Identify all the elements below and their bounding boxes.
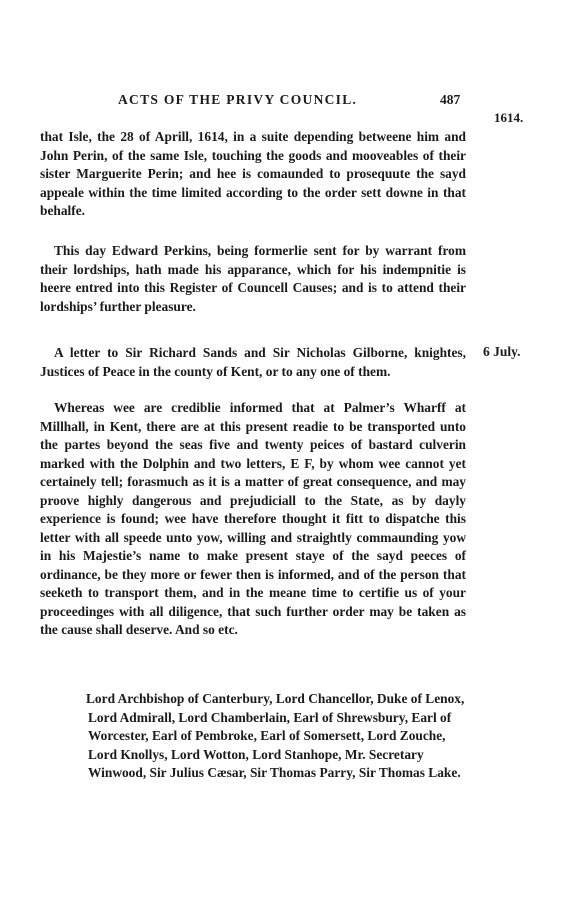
paragraph-letter-address: A letter to Sir Richard Sands and Sir Nicholas Gilborne, knightes, Justices of Peace in the county of Kent, or to any one of them.: [40, 345, 466, 379]
margin-date: 6 July.: [483, 344, 521, 359]
paragraph-appeal-continuation: that Isle, the 28 of Aprill, 1614, in a suite depending betweene him and John Perin, of the same Isle, touching the goods and mooveables of their sister Marguerite Perin; and hee is comaunded to prosequute the sayd appeale within the time limited according to the order sett downe in that behalfe.: [40, 129, 466, 218]
page-number: 487: [440, 92, 461, 107]
running-header-title: ACTS OF THE PRIVY COUNCIL.: [118, 92, 358, 107]
margin-year: 1614.: [494, 110, 524, 125]
paragraph-letter-body: Whereas wee are crediblie informed that at Palmer’s Wharff at Millhall, in Kent, there are at this present readie to be transported unto the partes beyond the seas five and twenty peices of bastard culverin marked with the Dolphin and two letters, E F, by whom wee cannot yet certainely tell; forasmuch as it is a matter of great consequence, and may proove highly dangerous and prejudiciall to the State, as by dayly experience is found; wee have therefore thought it fitt to dispatche this letter with all speede unto yow, willing and straightly commaunding yow in his Majestie’s name to make present staye of the sayd peeces of ordinance, be they more or fewer then is informed, and of the person that seeketh to transport them, and in the meane time to certifie us of your proceedinges with all diligence, that such further order may be taken as the cause shall deserve. And so etc.: [40, 400, 466, 637]
paragraph-edward-perkins: This day Edward Perkins, being formerlie sent for by warrant from their lordships, hath made his apparance, which for his indempnitie is heere entred into this Register of Councell Causes; and is to attend their lordships’ further pleasure.: [40, 243, 466, 314]
signatories-list: Lord Archbishop of Canterbury, Lord Chancellor, Duke of Lenox, Lord Admirall, Lord Chamberlain, Earl of Shrewsbury, Earl of Worcester, Earl of Pembroke, Earl of Somersett, Lord Zouche, Lord Knollys, Lord Wotton, Lord Stanhope, Mr. Secretary Winwood, Sir Julius Cæsar, Sir Thomas Parry, Sir Thomas Lake.: [86, 691, 465, 780]
